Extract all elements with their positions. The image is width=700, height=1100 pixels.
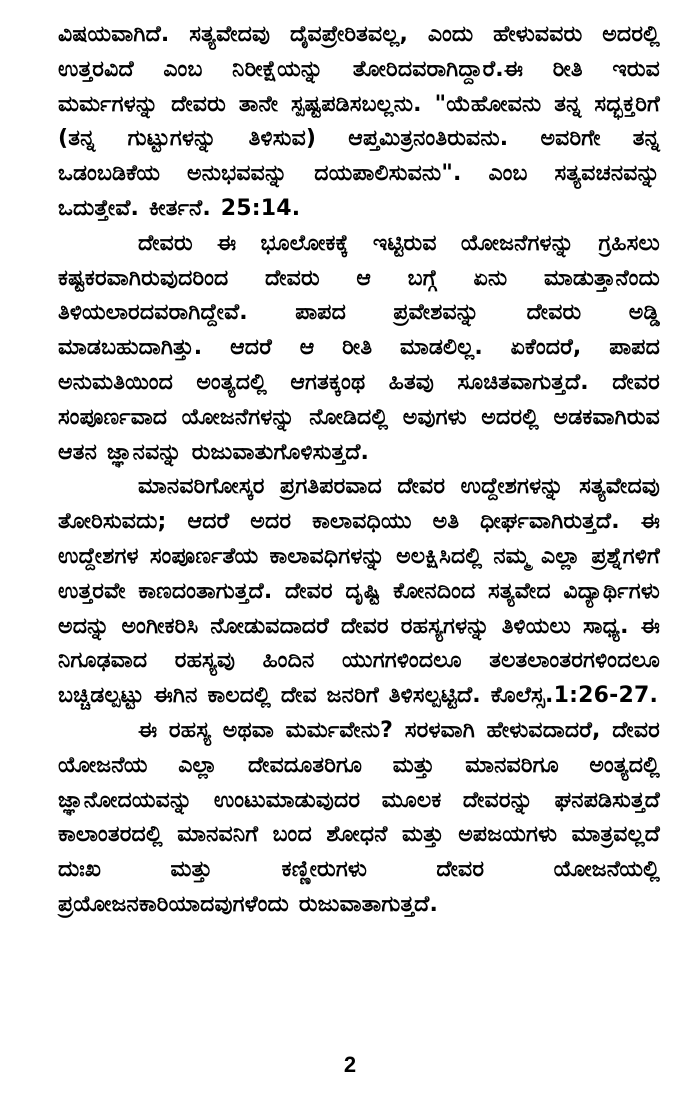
paragraph-3: ಮಾನವರಿಗೋಸ್ಕರ ಪ್ರಗತಿಪರವಾದ ದೇವರ ಉದ್ದೇಶಗಳನ್ನು ಸತ್ಯವೇದವು ತೋರಿಸುವದು; ಆದರೆ ಅದರ ಕಾಲಾವಧಿಯು ಅತಿ ಧೀರ್ಘವಾಗಿರುತ್ತದೆ. ಈ ಉದ್ದೇಶಗಳ ಸಂಪೂರ್ಣತೆಯ ಕಾಲಾವಧಿಗಳನ್ನು ಅಲಕ್ಷಿಸಿದಲ್ಲಿ ನಮ್ಮ ಎಲ್ಲಾ ಪ್ರಶ್ನೆಗಳಿಗೆ ಉತ್ತರವೇ ಕಾಣದಂತಾಗುತ್ತದೆ. ದೇವರ ದೃಷ್ಟಿ ಕೋನದಿಂದ ಸತ್ಯವೇದ ವಿದ್ಯಾರ್ಥಿಗಳು ಅದನ್ನು ಅಂಗೀಕರಿಸಿ ನೋಡುವದಾದರೆ ದೇವರ ರಹಸ್ಯಗಳನ್ನು ತಿಳಿಯಲು ಸಾಧ್ಯ. ಈ ನಿಗೂಢವಾದ ರಹಸ್ಯವು ಹಿಂದಿನ ಯುಗಗಳಿಂದಲೂ ತಲತಲಾಂತರಗಳಿಂದಲೂ ಬಚ್ಚಿಡಲ್ಪಟ್ಟು ಈಗಿನ ಕಾಲದಲ್ಲಿ ದೇವ ಜನರಿಗೆ ತಿಳಿಸಲ್ಪಟ್ಟಿದೆ. ಕೊಲೆಸ್ಸ.1:26-27. xyxy=(58,474,660,709)
page-body xyxy=(58,18,660,1048)
paragraph-1: ವಿಷಯವಾಗಿದೆ. ಸತ್ಯವೇದವು ದೈವಪ್ರೇರಿತವಲ್ಲ, ಎಂದು ಹೇಳುವವರು ಅದರಲ್ಲಿ ಉತ್ತರವಿದೆ ಎಂಬ ನಿರೀಕ್ಷೆಯನ್ನು ತೋರಿದವರಾಗಿದ್ದಾರೆ.ಈ ರೀತಿ ಇರುವ ಮರ್ಮಗಳನ್ನು ದೇವರು ತಾನೇ ಸ್ಪಷ್ಟಪಡಿಸಬಲ್ಲನು. "ಯೆಹೋವನು ತನ್ನ ಸದ್ಭಕ್ತರಿಗೆ (ತನ್ನ ಗುಟ್ಟುಗಳನ್ನು ತಿಳಿಸುವ) ಆಪ್ತಮಿತ್ರನಂತಿರುವನು. ಅವರಿಗೇ ತನ್ನ ಒಡಂಬಡಿಕೆಯ ಅನುಭವವನ್ನು ದಯಪಾಲಿಸುವನು". ಎಂಬ ಸತ್ಯವಚನವನ್ನು ಒದುತ್ತೇವೆ. ಕೀರ್ತನೆ. 25:14. xyxy=(58,22,660,221)
page-number: 2 xyxy=(343,1052,357,1077)
paragraph-2: ದೇವರು ಈ ಭೂಲೋಕಕ್ಕೆ ಇಟ್ಟಿರುವ ಯೋಜನೆಗಳನ್ನು ಗ್ರಹಿಸಲು ಕಷ್ಟಕರವಾಗಿರುವುದರಿಂದ ದೇವರು ಆ ಬಗ್ಗೆ ಏನು ಮಾಡುತ್ತಾನೆಂದು ತಿಳಿಯಲಾರದವರಾಗಿದ್ದೇವೆ. ಪಾಪದ ಪ್ರವೇಶವನ್ನು ದೇವರು ಅಡ್ಡಿ ಮಾಡಬಹುದಾಗಿತ್ತು. ಆದರೆ ಆ ರೀತಿ ಮಾಡಲಿಲ್ಲ. ಏಕೆಂದರೆ, ಪಾಪದ ಅನುಮತಿಯಿಂದ ಅಂತ್ಯದಲ್ಲಿ ಆಗತಕ್ಕಂಥ ಹಿತವು ಸೂಚಿತವಾಗುತ್ತದೆ. ದೇವರ ಸಂಪೂರ್ಣವಾದ ಯೋಜನೆಗಳನ್ನು ನೋಡಿದಲ್ಲಿ ಅವುಗಳು ಅದರಲ್ಲಿ ಅಡಕವಾಗಿರುವ ಆತನ ಜ್ಞಾನವನ್ನು ರುಜುವಾತುಗೊಳಿಸುತ್ತದೆ. xyxy=(58,230,660,465)
paragraph-4: ಈ ರಹಸ್ಯ ಅಥವಾ ಮರ್ಮವೇನು? ಸರಳವಾಗಿ ಹೇಳುವದಾದರೆ, ದೇವರ ಯೋಜನೆಯ ಎಲ್ಲಾ ದೇವದೂತರಿಗೂ ಮತ್ತು ಮಾನವರಿಗೂ ಅಂತ್ಯದಲ್ಲಿ ಜ್ಞಾನೋದಯವನ್ನು ಉಂಟುಮಾಡುವುದರ ಮೂಲಕ ದೇವರನ್ನು ಘನಪಡಿಸುತ್ತದೆ ಕಾಲಾಂತರದಲ್ಲಿ ಮಾನವನಿಗೆ ಬಂದ ಶೋಧನೆ ಮತ್ತು ಅಪಜಯಗಳು ಮಾತ್ರವಲ್ಲದೆ ದುಃಖ ಮತ್ತು ಕಣ್ಣೀರುಗಳು ದೇವರ ಯೋಜನೆಯಲ್ಲಿ ಪ್ರಯೋಜನಕಾರಿಯಾದವುಗಳೆಂದು ರುಜುವಾತಾಗುತ್ತದೆ. xyxy=(58,717,660,917)
